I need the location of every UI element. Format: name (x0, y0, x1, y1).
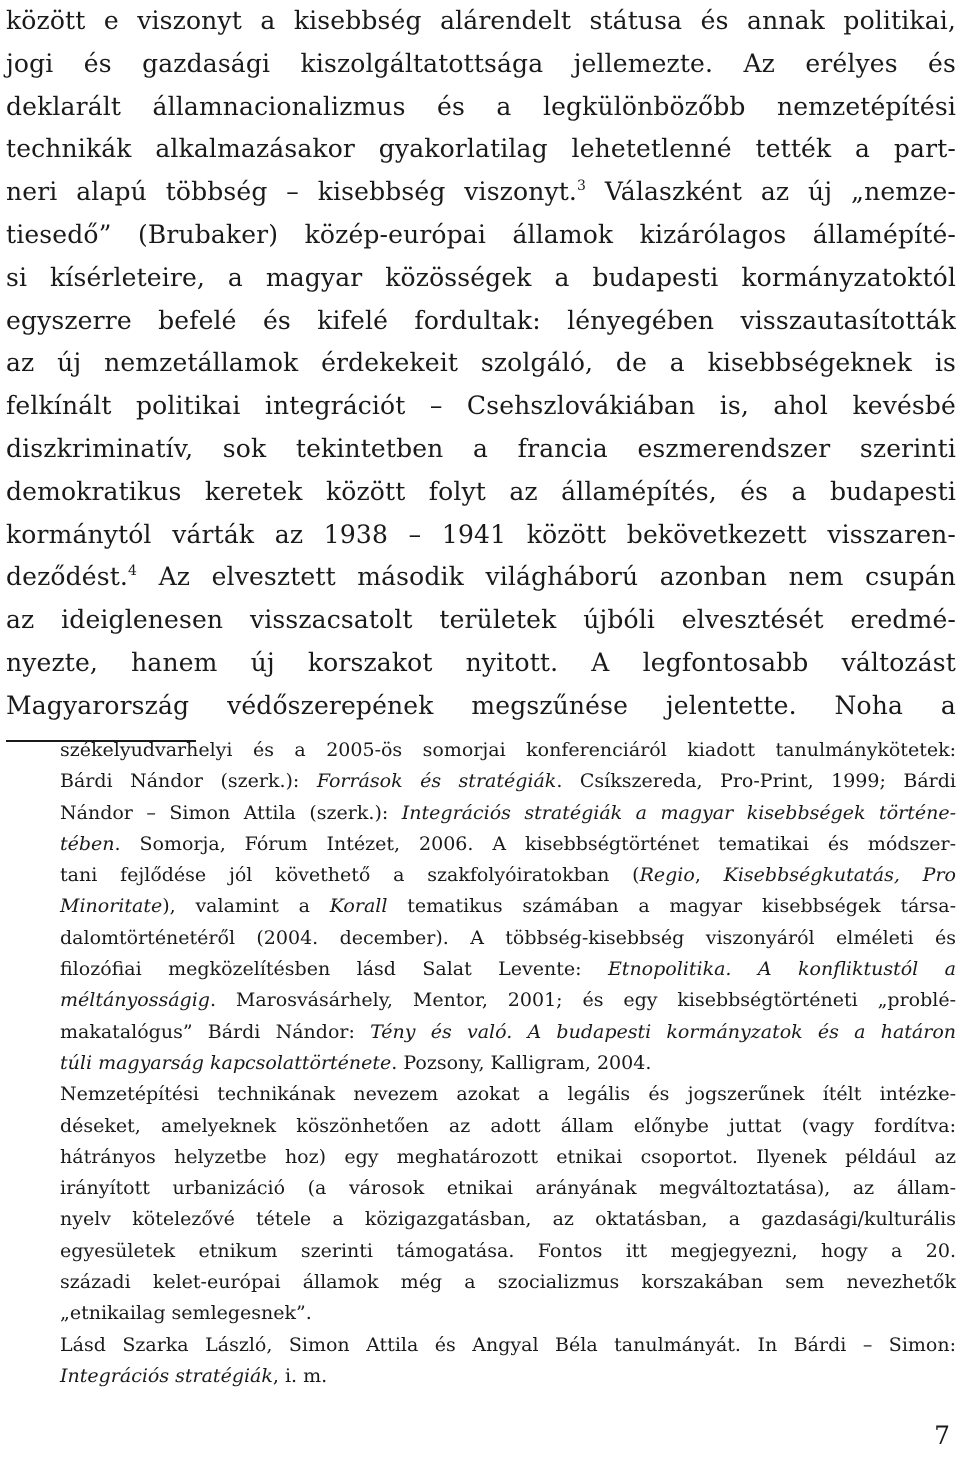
footnote-3 (6, 1079, 956, 1329)
body-line: nyezte, hanem új korszakot nyitott. A legfontosabb változást (6, 647, 956, 677)
footnote-line: Nándor – Simon Attila (szerk.): Integrációs stratégiák a magyar kisebbségek történe- (60, 801, 956, 824)
body-line: az új nemzetállamok érdekekeit szolgáló, de a kisebbségeknek is (6, 348, 956, 378)
body-line: Magyarország védőszerepének megszűnése jelentette. Noha a (6, 690, 956, 720)
footnote-line: makatalógus” Bárdi Nándor: Tény és való. A budapesti kormányzatok és a határon (60, 1020, 956, 1043)
footnote-ref-4[interactable]: 4 (128, 563, 138, 580)
footnote-line: „etnikailag semlegesnek”. (60, 1302, 312, 1325)
footnote-line: Bárdi Nándor (szerk.): Források és stratégiák. Csíkszereda, Pro-Print, 1999; Bárdi (60, 770, 956, 793)
footnote-line: tében. Somorja, Fórum Intézet, 2006. A kisebbségtörténet tematikai és módszer- (60, 832, 956, 855)
footnote-4 (6, 1330, 956, 1393)
page-number: 7 (934, 1421, 950, 1450)
body-line: deződést.$^4$ Az elvesztett második világháború azonban nem csupán (6, 562, 956, 592)
footnote-line: Integrációs stratégiák, i. m. (60, 1364, 328, 1387)
footnote-line: dalomtörténetéről (2004. december). A többség-kisebbség viszonyáról elméleti és (60, 926, 956, 949)
footnote-continued (6, 735, 956, 1079)
footnote-line: filozófiai megközelítésben lásd Salat Levente: Etnopolitika. A konfliktustól a (60, 958, 957, 981)
footnote-line: Minoritate), valamint a Korall tematikus számában a magyar kisebbségek társa- (60, 895, 956, 918)
body-line: tiesedő” (Brubaker) közép-európai államok kizárólagos államépíté- (6, 219, 956, 249)
footnote-line: déseket, amelyeknek köszönhetően az adott állam előnybe juttat (vagy fordítva: (60, 1114, 956, 1137)
footnote-line: egyesületek etnikum szerinti támogatása. Fontos itt megjegyezni, hogy a 20. (60, 1239, 956, 1262)
body-line: egyszerre befelé és kifelé fordultak: lényegében visszautasították (6, 305, 956, 335)
body-line: diszkriminatív, sok tekintetben a francia eszmerendszer szerinti (6, 433, 956, 463)
body-line: technikák alkalmazásakor gyakorlatilag lehetetlenné tették a part- (6, 134, 956, 164)
footnotes (6, 735, 956, 1392)
body-line: neri alapú többség – kisebbség viszonyt.$^3$ Válaszként az új „nemze- (6, 177, 956, 207)
footnote-line: tani fejlődése jól követhető a szakfolyóiratokban (Regio, Kisebbségkutatás, Pro (60, 864, 956, 887)
body-line: deklarált államnacionalizmus és a legkülönbözőbb nemzetépítési (6, 91, 956, 121)
footnote-line: irányított urbanizáció (a városok etnikai arányának megváltoztatása), az állam- (60, 1177, 956, 1200)
footnote-line: székelyudvarhelyi és a 2005-ös somorjai konferenciáról kiadott tanulmánykötetek: (60, 739, 956, 761)
body-line: demokratikus keretek között folyt az államépítés, és a budapesti (6, 476, 956, 506)
footnote-line: hátrányos helyzetbe hoz) egy meghatározott etnikai csoportot. Ilyenek például az (60, 1145, 956, 1168)
body-text (6, 0, 956, 728)
footnote-line: méltányosságig. Marosvásárhely, Mentor, 2001; és egy kisebbségtörténeti „problé- (60, 989, 956, 1012)
body-line: jogi és gazdasági kiszolgáltatottsága jellemezte. Az erélyes és (6, 48, 956, 78)
footnote-ref-3[interactable]: 3 (577, 178, 587, 195)
body-line: si kísérleteire, a magyar közösségek a budapesti kormányzatoktól (6, 262, 956, 292)
footnote-line: Nemzetépítési technikának nevezem azokat a legális és jogszerűnek ítélt intézke- (60, 1083, 956, 1106)
footnote-line: túli magyarság kapcsolattörténete. Pozsony, Kalligram, 2004. (60, 1051, 652, 1074)
footnote-line: nyelv kötelezővé tétele a közigazgatásban, az oktatásban, a gazdasági/kulturális (60, 1208, 956, 1231)
body-line: az ideiglenesen visszacsatolt területek újbóli elvesztését eredmé- (6, 605, 956, 635)
footnote-line: századi kelet-európai államok még a szocializmus korszakában sem nevezhetők (60, 1271, 956, 1294)
footnote-line: Lásd Szarka László, Simon Attila és Angyal Béla tanulmányát. In Bárdi – Simon: (60, 1333, 956, 1356)
body-line: között e viszonyt a kisebbség alárendelt státusa és annak politikai, (6, 6, 956, 35)
body-line: kormánytól várták az 1938 – 1941 között bekövetkezett visszaren- (6, 519, 956, 549)
body-line: felkínált politikai integrációt – Csehszlovákiában is, ahol kevésbé (6, 391, 956, 421)
